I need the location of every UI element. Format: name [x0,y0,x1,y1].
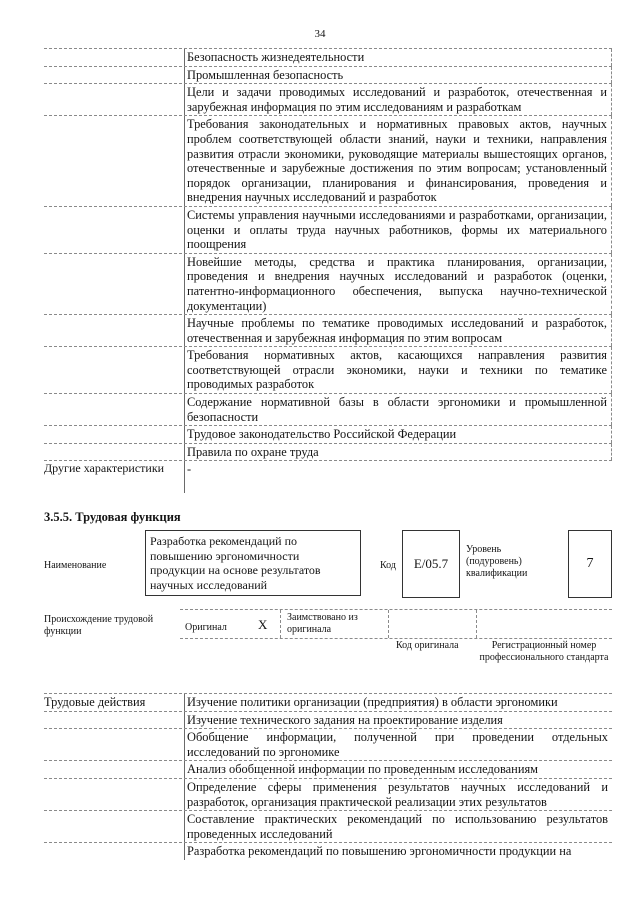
section-title: 3.5.5. Трудовая функция [44,510,181,524]
actions-label: Трудовые действия [44,695,146,709]
code-label: Код [380,560,396,571]
original-mark: X [258,617,268,632]
knowledge-item: Новейшие методы, средства и практика планирования, организации, проведения и внедрения научных исследований и разработок (оценки, патентно-информационного обеспечения, выпуска научно-технической документации) [184,254,612,314]
knowledge-item: Безопасность жизнедеятельности [184,49,612,66]
function-code-box: E/05.7 [402,530,460,598]
name-label: Наименование [44,560,107,571]
knowledge-item: Требования нормативных актов, касающихся направления развития соответствующей отрасли экономики, науки и техники по тематике проводимых разработок [184,347,612,393]
knowledge-item: Системы управления научными исследованиями и разработками, организации, оценки и оплаты труда научных работников, формы их материального поощрения [184,207,612,253]
other-characteristics-row [44,460,612,493]
action-item: Анализ обобщенной информации по проведенным исследованиям [184,761,612,778]
knowledge-row [44,253,612,314]
borrowed-label: Заимствовано из оригинала [287,612,358,635]
reg-number-label: Регистрационный номер профессионального стандарта [479,640,609,663]
other-characteristics-label: Другие характеристики [44,461,165,476]
other-characteristics-value: - [184,461,612,493]
function-name-box: Разработка рекомендаций по повышению эргономичности продукции на основе результатов научных исследований [145,530,361,596]
knowledge-row [44,48,612,66]
knowledge-table [44,48,612,493]
knowledge-item: Промышленная безопасность [184,67,612,84]
action-row [44,810,612,842]
knowledge-row [44,314,612,346]
level-box: 7 [568,530,612,598]
actions-table [44,693,612,860]
code-original-label: Код оригинала [396,640,459,651]
action-row [44,711,612,729]
knowledge-item: Трудовое законодательство Российской Федерации [184,426,612,443]
page-number: 34 [314,28,326,40]
action-row [44,728,612,760]
knowledge-row [44,66,612,84]
knowledge-row [44,443,612,461]
origin-label: Происхождение трудовой функции [44,614,154,637]
original-label: Оригинал [185,622,227,633]
origin-cell-code [388,610,477,638]
action-item: Определение сферы применения результатов научных исследований и разработок, организация практической реализации этих результатов [184,779,612,810]
action-row [44,842,612,860]
knowledge-item: Правила по охране труда [184,444,612,461]
action-item: Обобщение информации, полученной при проведении отдельных исследований по эргономике [184,729,612,760]
knowledge-row [44,346,612,393]
knowledge-row [44,206,612,253]
action-item: Разработка рекомендаций по повышению эргономичности продукции на [184,843,612,860]
level-label: Уровень (подуровень) квалификации [466,544,528,579]
knowledge-row [44,115,612,206]
knowledge-item: Содержание нормативной базы в области эргономики и промышленной безопасности [184,394,612,425]
knowledge-row [44,425,612,443]
knowledge-item: Научные проблемы по тематике проводимых исследований и разработок, отечественная и зарубежная информация по этим вопросам [184,315,612,346]
action-item: Изучение политики организации (предприятия) в области эргономики [184,694,612,711]
action-item: Изучение технического задания на проектирование изделия [184,712,612,729]
origin-row [180,609,612,639]
knowledge-item: Требования законодательных и нормативных правовых актов, научных проблем соответствующей области знаний, науки и техники, направления развития отрасли экономики, руководящие материалы вышестоящих органов, отечественные и зарубежные достижения по этим вопросам; установленный порядок организации, планирования и финансирования, проведения и внедрения научных исследований и разработок [184,116,612,206]
knowledge-row [44,393,612,425]
action-row [44,760,612,778]
knowledge-item: Цели и задачи проводимых исследований и разработок, отечественная и зарубежная информация по этим исследованиям и разработкам [184,84,612,115]
knowledge-row [44,83,612,115]
action-item: Составление практических рекомендаций по использованию результатов проведенных исследований [184,811,612,842]
action-row [44,778,612,810]
action-row [44,693,612,711]
